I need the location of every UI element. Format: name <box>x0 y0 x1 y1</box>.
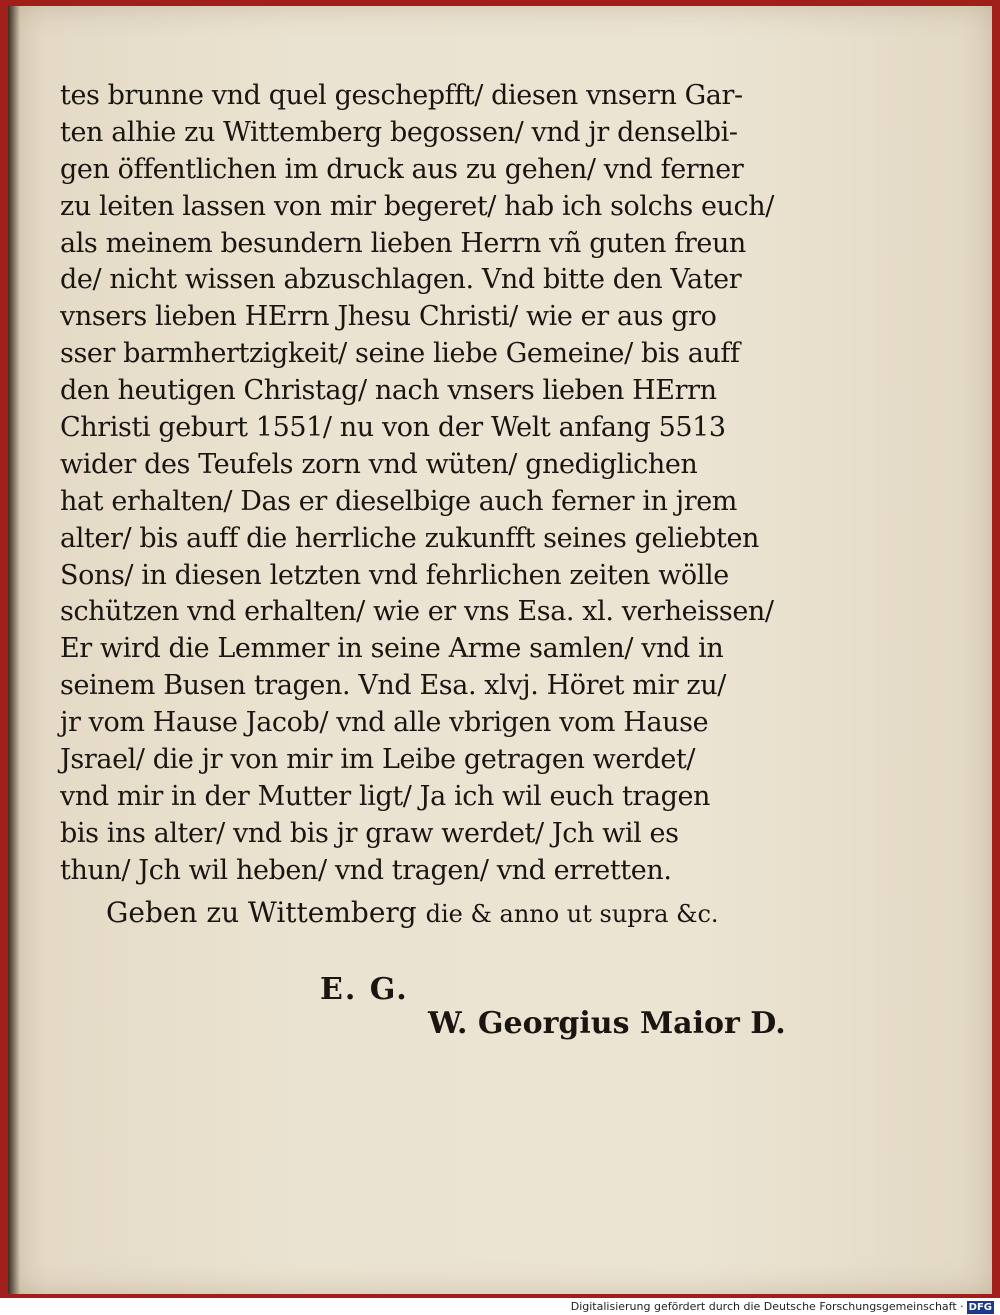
text-line: ten alhie zu Wittemberg begossen/ vnd jr denselbi- <box>60 116 738 148</box>
text-line: alter/ bis auff die herrliche zukunfft seines geliebten <box>60 522 760 554</box>
text-line: jr vom Hause Jacob/ vnd alle vbrigen vom Hause <box>60 707 709 739</box>
text-line: Er wird die Lemmer in seine Arme samlen/ vnd in <box>60 633 724 665</box>
text-line: seinem Busen tragen. Vnd Esa. xlvj. Höret mir zu/ <box>60 670 726 702</box>
text-line: vnd mir in der Mutter ligt/ Ja ich wil euch tragen <box>60 780 711 812</box>
text-line: wider des Teufels zorn vnd wüten/ gnediglichen <box>60 448 698 480</box>
text-line: bis ins alter/ vnd bis jr graw werdet/ Jch wil es <box>60 817 679 849</box>
text-line: thun/ Jch wil heben/ vnd tragen/ vnd erretten. <box>60 854 672 886</box>
main-text-block <box>60 78 790 890</box>
text-line: als meinem besundern lieben Herrn vñ guten freun <box>60 227 746 259</box>
text-line: schützen vnd erhalten/ wie er vns Esa. xl. verheissen/ <box>60 596 774 628</box>
text-line: tes brunne vnd quel geschepfft/ diesen vnsern Gar- <box>60 80 743 111</box>
book-page <box>8 6 992 1294</box>
text-line: Christi geburt 1551/ nu von der Welt anfang 5513 <box>60 412 726 444</box>
digitization-credit <box>571 1298 994 1315</box>
text-line: den heutigen Christag/ nach vnsers lieben HErrn <box>60 375 717 407</box>
closing-fraktur: Geben zu Wittemberg <box>106 896 417 929</box>
text-line: de/ nicht wissen abzuschlagen. Vnd bitte den Vater <box>60 264 742 296</box>
text-line: Jsrael/ die jr von mir im Leibe getragen werdet/ <box>60 744 696 776</box>
dfg-logo: DFG <box>968 1302 992 1313</box>
text-line: gen öffentlichen im druck aus zu gehen/ vnd ferner <box>60 153 744 185</box>
text-line: Sons/ in diesen letzten vnd fehrlichen zeiten wölle <box>60 559 729 591</box>
signature: W. Georgius Maior D. <box>428 1006 786 1041</box>
text-line: sser barmhertzigkeit/ seine liebe Gemeine/ bis auff <box>60 338 740 370</box>
closing-line <box>106 896 719 929</box>
page-gutter-shadow <box>8 6 20 1294</box>
text-line: zu leiten lassen von mir begeret/ hab ich solchs euch/ <box>60 190 774 222</box>
text-line: hat erhalten/ Das er dieselbige auch ferner in jrem <box>60 485 737 517</box>
closing-latin: die & anno ut supra &c. <box>425 900 719 928</box>
credit-text: Digitalisierung gefördert durch die Deutsche Forschungsgemeinschaft · <box>570 1300 964 1313</box>
text-line: vnsers lieben HErrn Jhesu Christi/ wie er aus gro <box>60 301 717 333</box>
initials: E. G. <box>320 972 409 1007</box>
